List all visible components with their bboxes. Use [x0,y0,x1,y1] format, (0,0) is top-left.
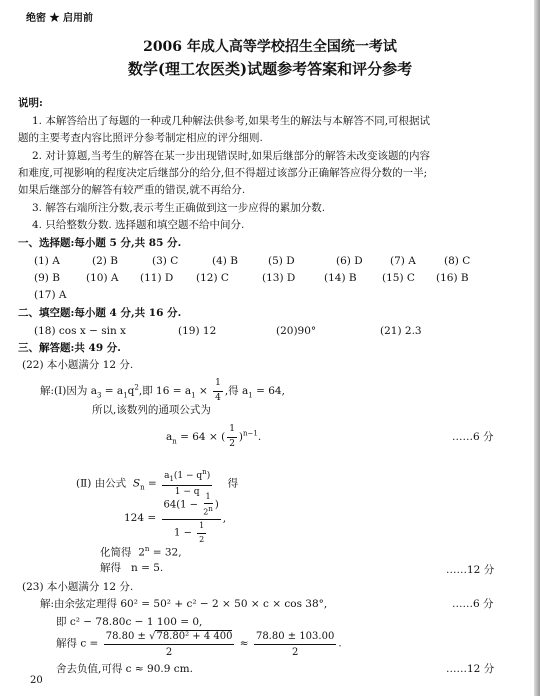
q23-solve-line: 解得 c = $\frac{\text{78.80 ± √78.80² + 4 400}}{2}$ ≈ $\frac{78.80 \pm 103.00}{2}$ . [56,631,342,658]
q23-line-2: 即 c² − 78.80c − 1 100 = 0, [56,616,203,628]
answer-cell: (7) A [390,255,416,267]
q22-score-1: ……6 分 [452,431,494,443]
q22-equation-124: 124 = 64(1 − $\frac{1}{2n}$ ) 1 − $\frac{1}{2}$ , [124,492,227,544]
answer-cell: (1) A [34,255,60,267]
explain-line-3: 2. 对计算题,当考生的解答在某一步出现错误时,如果后继部分的解答未改变该题的内容 [32,150,431,162]
fill-answer: (18) cos x − sin x [34,325,126,337]
answer-cell: (12) C [196,272,229,284]
q22-so-line: 所以,该数列的通项公式为 [92,404,211,416]
q23-line-1: 解:由余弦定理得 60² = 50² + c² − 2 × 50 × c × cos 38°, [40,598,328,610]
explain-line-4: 和难度,可视影响的程度决定后继部分的给分,但不得超过该部分正确解答应得分数的一半; [18,167,428,179]
q23-score-2: ……12 分 [446,663,495,675]
fill-answer: (21) 2.3 [380,325,422,337]
q23-line-4: 舍去负值,可得 c ≈ 90.9 cm. [56,663,193,675]
page-number: 20 [30,675,43,686]
answer-cell: (11) D [140,272,174,284]
answer-cell: (6) D [336,255,363,267]
fill-answer: (20)90° [276,325,317,337]
explain-line-7: 4. 只给整数分数. 选择题和填空题不给中间分. [32,219,245,231]
q23-heading: (23) 本小题满分 12 分. [22,581,134,593]
explain-line-1: 1. 本解答给出了每题的一种或几种解法供参考,如果考生的解法与本解答不同,可根据试 [32,115,431,127]
section1-heading: 一、选择题:每小题 5 分,共 85 分. [18,237,182,249]
answer-cell: (17) A [34,289,67,301]
q22-simplify-line: 化简得 $2^n = 32$, [100,545,182,559]
explain-line-5: 如果后继部分的解答有较严重的错误,就不再给分. [18,184,246,196]
q22-part1-line: 解:(Ⅰ)因为 $a_3 = a_1q^2$,即 $16 = a_1$ × $\frac{1}{4}$ ,得 $a_1 = 64$, [40,378,285,403]
explain-line-2: 题的主要考查内容比照评分参考制定相应的评分细则. [18,132,263,144]
q22-general-term: $a_n = 64$ × ( $\frac{1}{2}$ )$^{n-1}$. [166,424,262,449]
answer-cell: (15) C [382,272,415,284]
answer-cell: (2) B [92,255,118,267]
answer-cell: (8) C [444,255,471,267]
q23-score-1: ……6 分 [452,598,494,610]
section3-heading: 三、解答题:共 49 分. [18,342,121,354]
answer-cell: (14) B [324,272,357,284]
answer-cell: (16) B [436,272,469,284]
explain-line-6: 3. 解答右端所注分数,表示考生正确做到这一步应得的累加分数. [32,202,326,214]
answer-cell: (3) C [152,255,179,267]
title-line1: 2006 年成人高等学校招生全国统一考试 [143,39,397,55]
answer-cell: (5) D [268,255,295,267]
answer-cell: (4) B [212,255,238,267]
q22-solve-line: 解得 n = 5. [100,562,164,574]
page-edge-shadow [534,0,540,696]
q22-part2-line: (Ⅱ) 由公式 $S_n$ = $\frac{a_1(1 - q^n)}{1 - q}$ 得 [76,468,239,497]
answer-cell: (13) D [262,272,296,284]
title-line2: 数学(理工农医类)试题参考答案和评分参考 [127,60,413,78]
secret-label: 绝密 ★ 启用前 [26,13,93,24]
explain-heading: 说明: [18,97,43,109]
answer-cell: (10) A [86,272,119,284]
answer-cell: (9) B [34,272,60,284]
fill-answer: (19) 12 [178,325,217,337]
q22-score-2: ……12 分 [446,564,495,576]
section2-heading: 二、填空题:每小题 4 分,共 16 分. [18,307,182,319]
q22-heading: (22) 本小题满分 12 分. [22,359,134,371]
